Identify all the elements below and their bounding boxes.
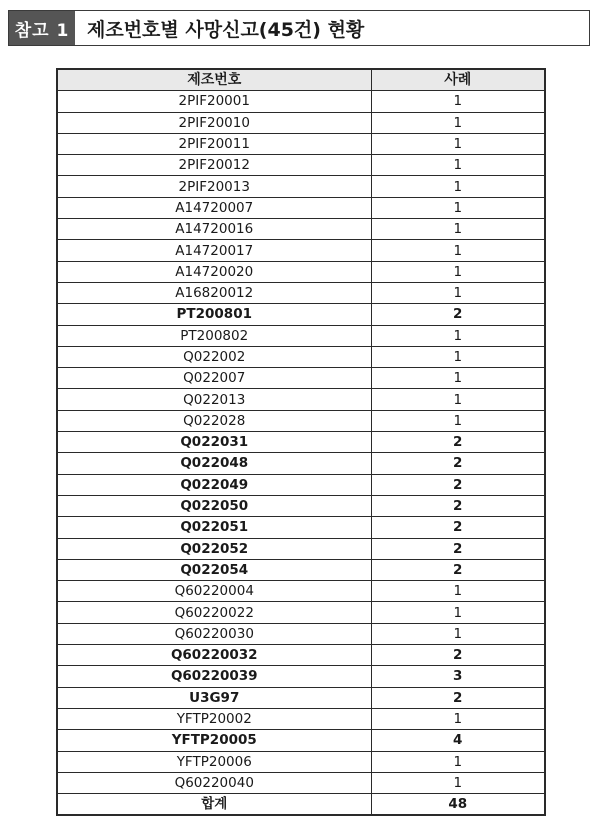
lot-number-cell: Q022051 — [57, 517, 371, 538]
lot-number-cell: A14720016 — [57, 219, 371, 240]
table-body — [57, 91, 545, 794]
table-row — [57, 708, 545, 729]
table-row — [57, 304, 545, 325]
case-count-cell: 1 — [371, 219, 545, 240]
case-count-cell: 1 — [371, 112, 545, 133]
table-row — [57, 91, 545, 112]
lot-number-cell: U3G97 — [57, 687, 371, 708]
case-count-cell: 2 — [371, 687, 545, 708]
case-count-cell: 1 — [371, 346, 545, 367]
lot-number-cell: Q022013 — [57, 389, 371, 410]
case-count-cell: 1 — [371, 623, 545, 644]
case-count-cell: 4 — [371, 730, 545, 751]
table-row — [57, 261, 545, 282]
table-row — [57, 602, 545, 623]
lot-number-cell: Q60220039 — [57, 666, 371, 687]
table-row — [57, 474, 545, 495]
lot-number-cell: Q60220040 — [57, 772, 371, 793]
total-label: 합계 — [57, 794, 371, 816]
total-row — [57, 794, 545, 816]
lot-number-cell: 2PIF20012 — [57, 155, 371, 176]
lot-number-cell: A14720020 — [57, 261, 371, 282]
table-row — [57, 219, 545, 240]
table-row — [57, 559, 545, 580]
lot-number-cell: PT200801 — [57, 304, 371, 325]
page-title: 제조번호별 사망신고(45건) 현황 — [75, 11, 589, 45]
lot-number-cell: Q022052 — [57, 538, 371, 559]
lot-number-cell: 2PIF20011 — [57, 133, 371, 154]
case-count-cell: 1 — [371, 389, 545, 410]
table-row — [57, 453, 545, 474]
case-count-cell: 2 — [371, 453, 545, 474]
lot-number-cell: A16820012 — [57, 282, 371, 303]
case-count-cell: 1 — [371, 197, 545, 218]
case-count-cell: 2 — [371, 645, 545, 666]
case-count-cell: 1 — [371, 325, 545, 346]
total-count: 48 — [371, 794, 545, 816]
table-header-row — [57, 69, 545, 91]
lot-number-cell: 2PIF20001 — [57, 91, 371, 112]
case-count-cell: 1 — [371, 772, 545, 793]
table-row — [57, 155, 545, 176]
lot-number-cell: Q022050 — [57, 495, 371, 516]
lot-number-cell: Q022031 — [57, 432, 371, 453]
case-count-cell: 2 — [371, 538, 545, 559]
table-row — [57, 645, 545, 666]
table-row — [57, 389, 545, 410]
case-count-cell: 1 — [371, 581, 545, 602]
lot-number-cell: Q022048 — [57, 453, 371, 474]
table-row — [57, 368, 545, 389]
case-count-cell: 1 — [371, 176, 545, 197]
table-row — [57, 282, 545, 303]
case-count-cell: 1 — [371, 368, 545, 389]
lot-number-cell: 2PIF20010 — [57, 112, 371, 133]
case-count-cell: 1 — [371, 240, 545, 261]
case-count-cell: 2 — [371, 304, 545, 325]
column-header-lot-number: 제조번호 — [57, 69, 371, 91]
death-report-table — [56, 68, 546, 816]
lot-number-cell: YFTP20006 — [57, 751, 371, 772]
page-header — [8, 10, 590, 46]
case-count-cell: 1 — [371, 410, 545, 431]
case-count-cell: 1 — [371, 133, 545, 154]
lot-number-cell: 2PIF20013 — [57, 176, 371, 197]
column-header-cases: 사례 — [371, 69, 545, 91]
table-row — [57, 432, 545, 453]
case-count-cell: 2 — [371, 432, 545, 453]
lot-number-cell: PT200802 — [57, 325, 371, 346]
table-row — [57, 538, 545, 559]
table-row — [57, 197, 545, 218]
table-row — [57, 346, 545, 367]
lot-number-cell: Q022007 — [57, 368, 371, 389]
table-row — [57, 410, 545, 431]
case-count-cell: 1 — [371, 282, 545, 303]
table-row — [57, 240, 545, 261]
table-row — [57, 623, 545, 644]
lot-number-cell: Q022028 — [57, 410, 371, 431]
case-count-cell: 2 — [371, 559, 545, 580]
table-row — [57, 751, 545, 772]
death-report-table-container — [56, 68, 544, 816]
table-row — [57, 581, 545, 602]
case-count-cell: 1 — [371, 261, 545, 282]
case-count-cell: 1 — [371, 155, 545, 176]
case-count-cell: 1 — [371, 602, 545, 623]
case-count-cell: 1 — [371, 708, 545, 729]
table-row — [57, 687, 545, 708]
table-row — [57, 772, 545, 793]
lot-number-cell: YFTP20005 — [57, 730, 371, 751]
lot-number-cell: YFTP20002 — [57, 708, 371, 729]
case-count-cell: 2 — [371, 495, 545, 516]
lot-number-cell: Q022049 — [57, 474, 371, 495]
lot-number-cell: Q60220004 — [57, 581, 371, 602]
lot-number-cell: Q60220032 — [57, 645, 371, 666]
case-count-cell: 1 — [371, 91, 545, 112]
table-row — [57, 666, 545, 687]
table-row — [57, 517, 545, 538]
table-row — [57, 133, 545, 154]
case-count-cell: 3 — [371, 666, 545, 687]
table-row — [57, 112, 545, 133]
case-count-cell: 2 — [371, 517, 545, 538]
lot-number-cell: Q022054 — [57, 559, 371, 580]
lot-number-cell: Q60220022 — [57, 602, 371, 623]
case-count-cell: 2 — [371, 474, 545, 495]
reference-badge: 참고 1 — [9, 11, 75, 45]
table-row — [57, 325, 545, 346]
lot-number-cell: Q60220030 — [57, 623, 371, 644]
case-count-cell: 1 — [371, 751, 545, 772]
lot-number-cell: A14720007 — [57, 197, 371, 218]
table-row — [57, 495, 545, 516]
lot-number-cell: A14720017 — [57, 240, 371, 261]
table-row — [57, 176, 545, 197]
table-row — [57, 730, 545, 751]
lot-number-cell: Q022002 — [57, 346, 371, 367]
